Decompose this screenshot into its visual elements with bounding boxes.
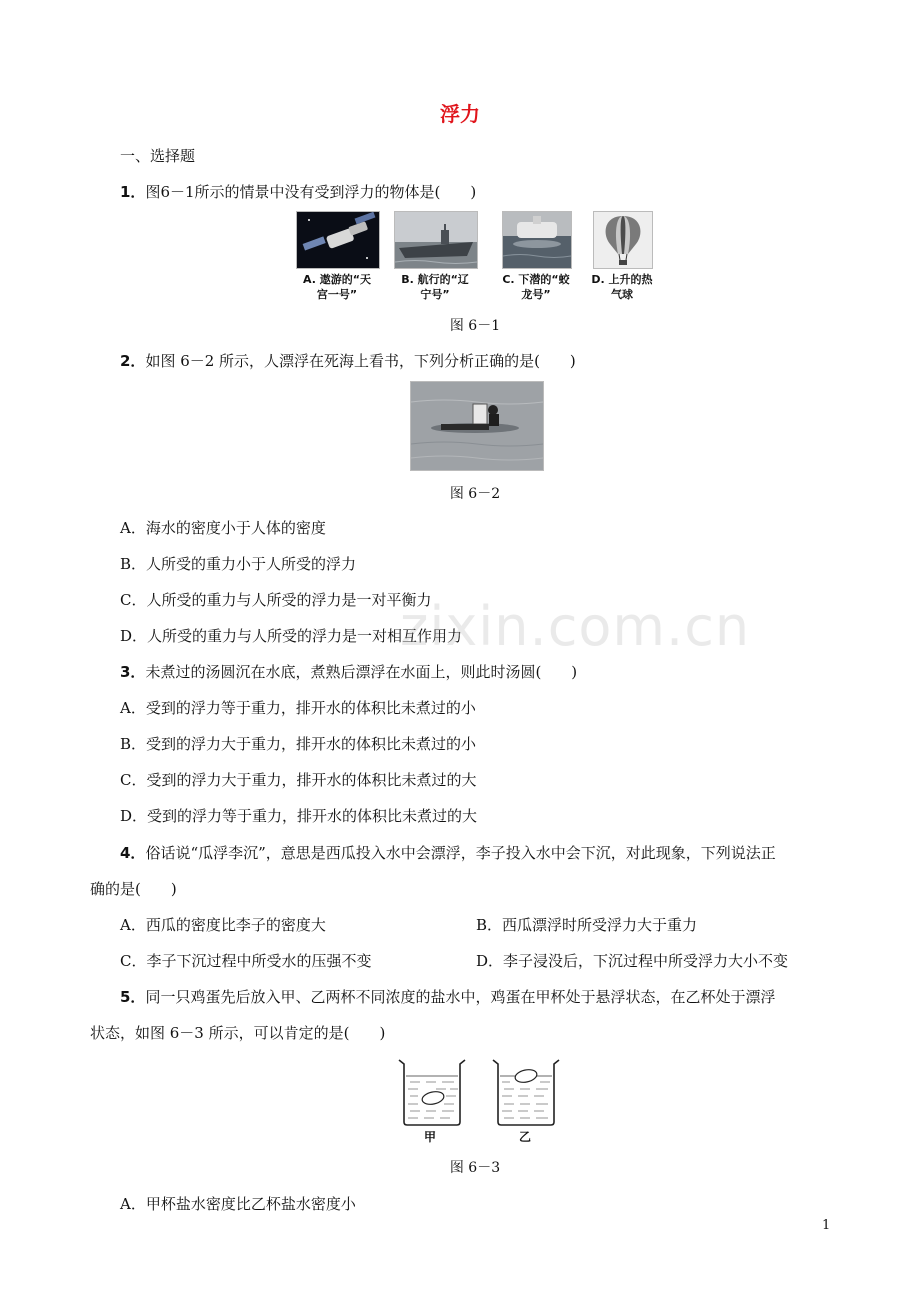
question-text: 同一只鸡蛋先后放入甲、乙两杯不同浓度的盐水中，鸡蛋在甲杯处于悬浮状态，在乙杯处于漂浮 xyxy=(145,988,776,1006)
aircraft-carrier-icon xyxy=(395,212,477,268)
question-2 xyxy=(120,350,576,372)
option-d: D．李子浸没后，下沉过程中所受浮力大小不变 xyxy=(476,952,789,970)
beaker-label-jia: 甲 xyxy=(424,1130,437,1144)
question-text: 如图 6－2 所示，人漂浮在死海上看书，下列分析正确的是( ) xyxy=(145,352,576,370)
question-text: 俗话说“瓜浮李沉”，意思是西瓜投入水中会漂浮，李子投入水中会下沉，对此现象，下列说法正 xyxy=(145,844,776,862)
option-b: B．受到的浮力大于重力，排开水的体积比未煮过的小 xyxy=(120,735,477,753)
option-a: A．海水的密度小于人体的密度 xyxy=(120,519,326,537)
space-station-icon xyxy=(297,212,379,268)
option-caption-b xyxy=(386,272,484,302)
question-3 xyxy=(120,661,577,683)
question-number: 3． xyxy=(120,663,146,681)
option-d: D．人所受的重力与人所受的浮力是一对相互作用力 xyxy=(120,627,463,645)
option-c: C．李子下沉过程中所受水的压强不变 xyxy=(120,952,372,970)
option-c: C．人所受的重力与人所受的浮力是一对平衡力 xyxy=(120,591,432,609)
option-caption-c xyxy=(486,272,586,302)
section-heading: 一、选择题 xyxy=(120,147,196,165)
question-5-continued: 状态，如图 6－3 所示，可以肯定的是( ) xyxy=(90,1024,386,1042)
question-text: 图6－1所示的情景中没有受到浮力的物体是( ) xyxy=(145,183,477,201)
option-a: A．西瓜的密度比李子的密度大 xyxy=(120,916,326,934)
space-station-photo xyxy=(296,211,380,269)
beaker-suspended-egg-icon xyxy=(396,1058,468,1128)
submersible-icon xyxy=(503,212,571,268)
option-a: A．甲杯盐水密度比乙杯盐水密度小 xyxy=(120,1195,356,1213)
beaker-floating-egg-icon xyxy=(490,1058,562,1128)
hot-air-balloon-photo xyxy=(593,211,653,269)
question-4-continued: 确的是( ) xyxy=(90,880,177,898)
caption-line: C. 下潜的“蛟 xyxy=(502,273,570,286)
caption-line: 气球 xyxy=(611,288,633,301)
caption-line: 宁号” xyxy=(420,288,450,301)
option-d: D．受到的浮力等于重力，排开水的体积比未煮过的大 xyxy=(120,807,478,825)
option-b: B．人所受的重力小于人所受的浮力 xyxy=(120,555,357,573)
option-c: C．受到的浮力大于重力，排开水的体积比未煮过的大 xyxy=(120,771,477,789)
figure-caption-6-1: 图 6－1 xyxy=(449,318,501,334)
figure-caption-6-2: 图 6－2 xyxy=(449,486,501,502)
page-number: 1 xyxy=(822,1218,831,1233)
aircraft-carrier-photo xyxy=(394,211,478,269)
caption-line: D. 上升的热 xyxy=(591,273,653,286)
option-a: A．受到的浮力等于重力，排开水的体积比未煮过的小 xyxy=(120,699,476,717)
question-1 xyxy=(120,181,476,203)
question-number: 2． xyxy=(120,352,146,370)
floating-person-icon xyxy=(411,382,543,470)
question-text: 未煮过的汤圆沉在水底，煮熟后漂浮在水面上，则此时汤圆( ) xyxy=(145,663,578,681)
question-number: 5． xyxy=(120,988,146,1006)
figure-caption-6-3: 图 6－3 xyxy=(449,1160,501,1176)
beaker-label-yi: 乙 xyxy=(519,1130,532,1144)
caption-line: 宫一号” xyxy=(316,288,358,301)
caption-line: A. 遨游的“天 xyxy=(303,273,371,286)
question-number: 1． xyxy=(120,183,146,201)
submersible-photo xyxy=(502,211,572,269)
page-title: 浮力 xyxy=(440,102,480,126)
caption-line: 龙号” xyxy=(521,288,551,301)
question-4 xyxy=(120,842,776,864)
watermark: zixin.com.cn xyxy=(400,595,751,658)
dead-sea-photo xyxy=(410,381,544,471)
beaker-yi xyxy=(490,1058,562,1128)
option-caption-d xyxy=(582,272,662,302)
beaker-jia xyxy=(396,1058,468,1128)
caption-line: B. 航行的“辽 xyxy=(401,273,469,286)
option-b: B．西瓜漂浮时所受浮力大于重力 xyxy=(476,916,698,934)
hot-air-balloon-icon xyxy=(594,212,652,268)
option-caption-a xyxy=(288,272,386,302)
question-5 xyxy=(120,986,775,1008)
question-number: 4． xyxy=(120,844,146,862)
